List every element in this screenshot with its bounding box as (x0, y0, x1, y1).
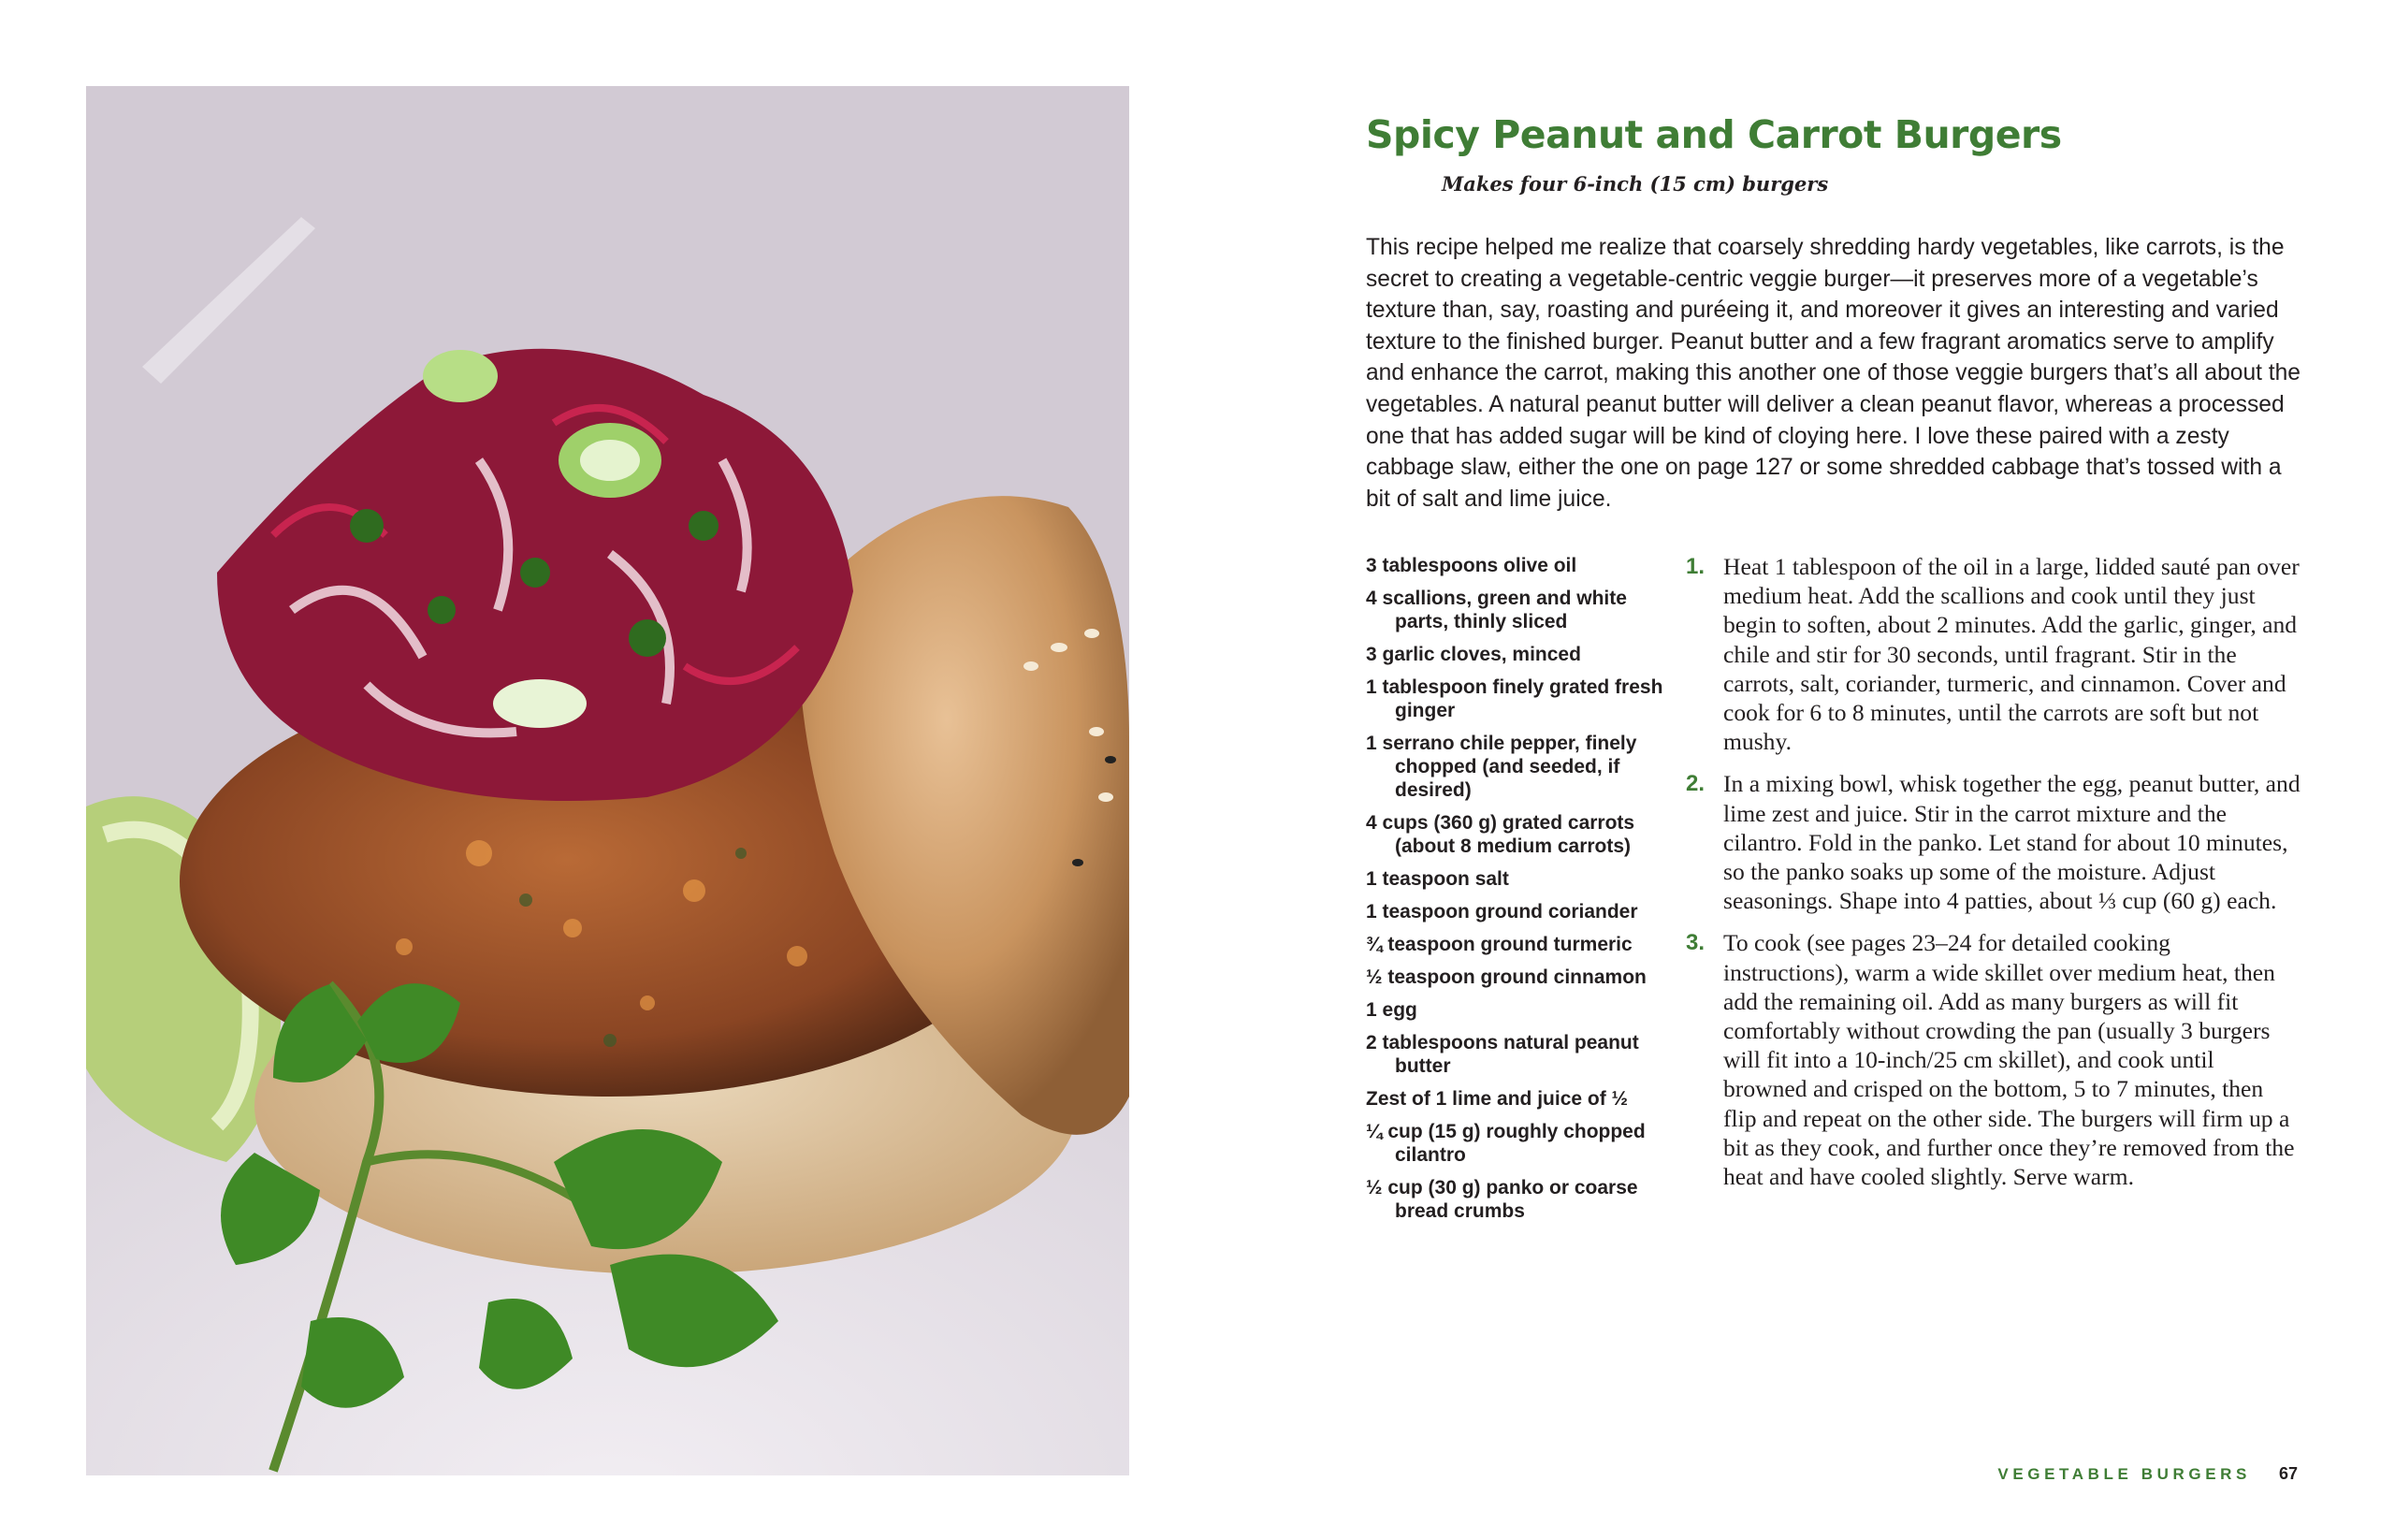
recipe-title: Spicy Peanut and Carrot Burgers (1366, 112, 2062, 157)
ingredient-item: ½ teaspoon ground cinnamon (1366, 966, 1647, 988)
ingredient-item: 3 garlic cloves, minced (1366, 644, 1581, 665)
ingredient-item: 4 scallions, green and white parts, thinly sliced (1366, 588, 1627, 632)
ingredient-item: 1 teaspoon ground coriander (1366, 901, 1638, 923)
ingredient-item: 1 egg (1366, 999, 1417, 1021)
method-step (1684, 928, 2301, 1191)
step-text: Heat 1 tablespoon of the oil in a large, lidded sauté pan over medium heat. Add the scallions and cook until they just begin to soften, about 2 minutes. Add the garlic, ginger, and chile and stir for 30 seconds, until fragrant. Stir in the carrots, salt, coriander, turmeric, and cinnamon. Cover and cook for 6 to 8 minutes, until the carrots are soft but not mushy. (1723, 553, 2300, 756)
burger-photo (86, 86, 1129, 1475)
step-text: To cook (see pages 23–24 for detailed cooking instructions), warm a wide skillet over medium heat, then add the remaining oil. Add as many burgers as will fit comfortably without crowding the pan (usually 3 burgers will fit into a 10-inch/25 cm skillet), and cook until browned and crisped on the bottom, 5 to 7 minutes, then flip and repeat on the other side. The burgers will firm up a bit as they cook, and further once they’re removed from the heat and have cooled slightly. Serve warm. (1723, 929, 2295, 1191)
ingredient-item: 4 cups (360 g) grated carrots (about 8 medium carrots) (1366, 812, 1635, 857)
step-number: 1. (1686, 554, 1706, 579)
ingredient-item: 1 teaspoon salt (1366, 868, 1509, 890)
method-step (1684, 552, 2301, 756)
page-footer (1997, 1464, 2298, 1484)
method-steps (1684, 552, 2301, 1204)
ingredient-item: Zest of 1 lime and juice of ½ (1366, 1088, 1629, 1110)
running-head: VEGETABLE BURGERS (1997, 1465, 2251, 1483)
ingredient-item: 1 serrano chile pepper, finely chopped (and seeded, if desired) (1366, 733, 1637, 801)
recipe-intro: This recipe helped me realize that coarsely shredding hardy vegetables, like carrots, is the secret to creating a vegetable-centric veggie burger—it preserves more of a vegetable’s texture than, say, roasting and puréeing it, and moreover it gives an interesting and varied texture to the finished burger. Peanut butter and a few fragrant aromatics serve to amplify and enhance the carrot, making this another one of those veggie burgers that’s all about the vegetables. A natural peanut butter will deliver a clean peanut flavor, whereas a processed one that has added sugar will be kind of cloying here. I love these paired with a zesty cabbage slaw, either the one on page 127 or some shredded cabbage that’s tossed with a bit of salt and lime juice. (1366, 235, 2301, 512)
ingredient-item: 3 tablespoons olive oil (1366, 555, 1577, 576)
recipe-yield: Makes four 6-inch (15 cm) burgers (1442, 172, 1829, 196)
ingredient-item: ¼ cup (15 g) roughly chopped cilantro (1366, 1121, 1646, 1166)
ingredient-list (1366, 554, 1665, 1232)
ingredient-item: 2 tablespoons natural peanut butter (1366, 1032, 1639, 1077)
step-number: 2. (1686, 771, 1706, 797)
step-number: 3. (1686, 930, 1706, 956)
burger-photo-illustration (86, 86, 1129, 1475)
ingredient-item: 1 tablespoon finely grated fresh ginger (1366, 676, 1663, 721)
method-step (1684, 769, 2301, 915)
ingredient-item: ½ cup (30 g) panko or coarse bread crumbs (1366, 1177, 1638, 1222)
ingredient-item: ¾ teaspoon ground turmeric (1366, 934, 1633, 955)
step-text: In a mixing bowl, whisk together the egg, peanut butter, and lime zest and juice. Stir in the carrot mixture and the cilantro. Fold in the panko. Let stand for about 10 minutes, so the panko soaks up some of the moisture. Adjust seasonings. Shape into 4 patties, about ⅓ cup (60 g) each. (1723, 770, 2301, 915)
page-number: 67 (2278, 1464, 2298, 1483)
